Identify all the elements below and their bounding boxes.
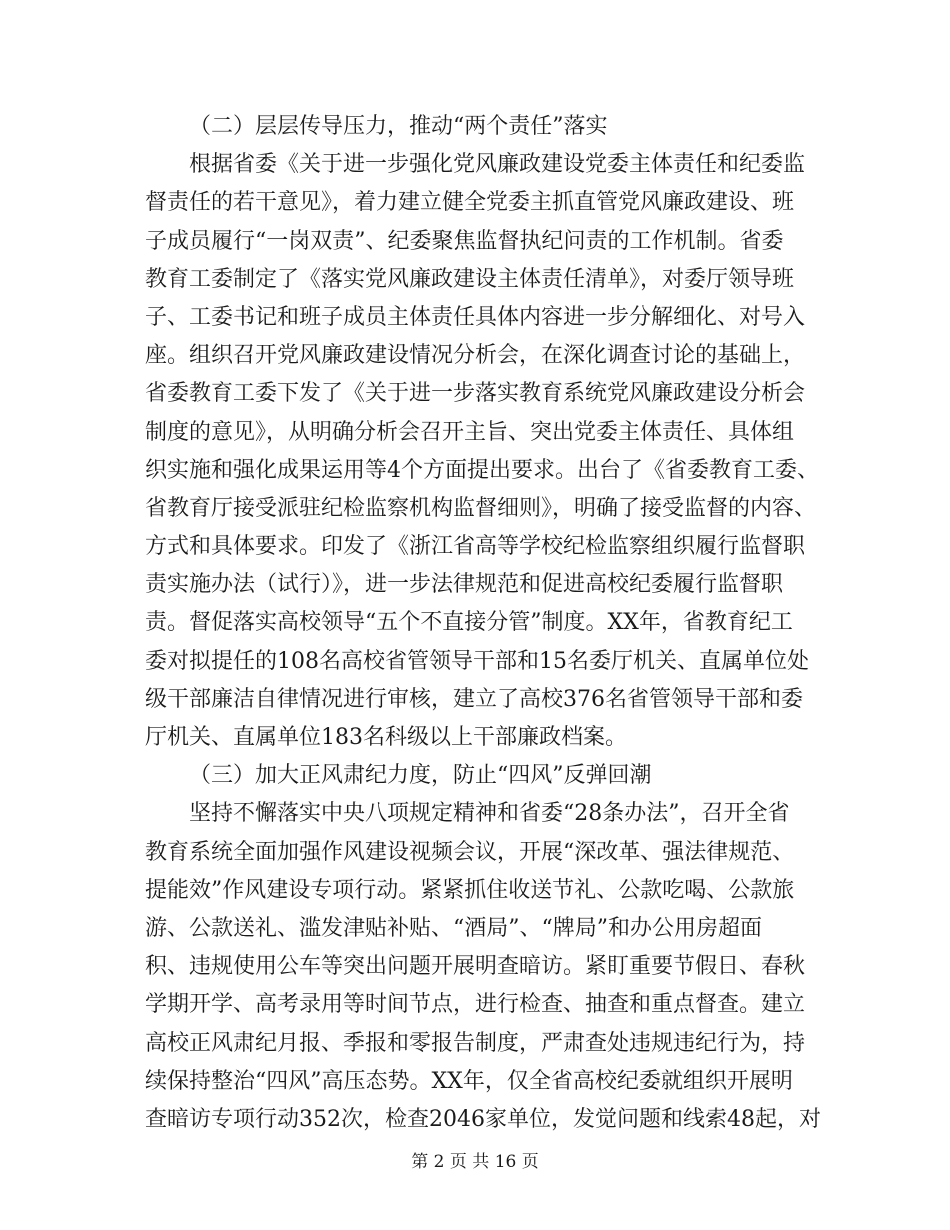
- paragraph-line: 座。组织召开党风廉政建设情况分析会，在深化调查讨论的基础上，: [145, 343, 806, 369]
- paragraph-line: 积、违规使用公车等突出问题开展明查暗访。紧盯重要节假日、春秋: [145, 954, 806, 980]
- page-body: [145, 108, 821, 1139]
- paragraph-line: 提能效”作风建设专项行动。紧紧抓住收送节礼、公款吃喝、公款旅: [145, 877, 795, 903]
- paragraph-line: 督责任的若干意见》，着力建立健全党委主抓直管党风廉政建设、班: [145, 190, 795, 216]
- paragraph-line: 续保持整治“四风”高压态势。XX年，仅全省高校纪委就组织开展明: [145, 1068, 793, 1094]
- paragraph-line: 教育系统全面加强作风建设视频会议，开展“深改革、强法律规范、: [145, 839, 795, 865]
- paragraph-line: 根据省委《关于进一步强化党风廉政建设党委主体责任和纪委监: [189, 152, 806, 178]
- paragraph-line: 级干部廉洁自律情况进行审核，建立了高校376名省管领导干部和委: [145, 686, 803, 712]
- paragraph-line: 省教育厅接受派驻纪检监察机构监督细则》，明确了接受监督的内容、: [145, 495, 817, 521]
- paragraph-line: 高校正风肃纪月报、季报和零报告制度，严肃查处违规违纪行为，持: [145, 1030, 806, 1056]
- paragraph-line: 查暗访专项行动352次，检查2046家单位，发觉问题和线索48起，对: [145, 1106, 821, 1132]
- paragraph-line: 责实施办法（试行）》，进一步法律规范和促进高校纪委履行监督职: [145, 572, 784, 598]
- paragraph-line: 制度的意见》，从明确分析会召开主旨、突出党委主体责任、具体组: [145, 419, 795, 445]
- paragraph-line: 子、工委书记和班子成员主体责任具体内容进一步分解细化、对号入: [145, 304, 806, 330]
- paragraph-line: 省委教育工委下发了《关于进一步落实教育系统党风廉政建设分析会: [145, 381, 806, 407]
- paragraph-line: 教育工委制定了《落实党风廉政建设主体责任清单》，对委厅领导班: [145, 266, 795, 292]
- paragraph-line: 委对拟提任的108名高校省管领导干部和15名委厅机关、直属单位处: [145, 648, 809, 674]
- paragraph-line: 坚持不懈落实中央八项规定精神和省委“28条办法”，召开全省: [189, 801, 790, 827]
- paragraph-line: 责。督促落实高校领导“五个不直接分管”制度。XX年，省教育纪工: [145, 610, 793, 636]
- section-2-heading: （二）层层传导压力，推动“两个责任”落实: [189, 114, 608, 139]
- paragraph-line: 方式和具体要求。印发了《浙江省高等学校纪检监察组织履行监督职: [145, 534, 806, 560]
- paragraph-line: 厅机关、直属单位183名科级以上干部廉政档案。: [145, 725, 627, 750]
- paragraph-line: 织实施和强化成果运用等4个方面提出要求。出台了《省委教育工委、: [145, 457, 819, 483]
- paragraph-line: 学期开学、高考录用等时间节点，进行检查、抽查和重点督查。建立: [145, 992, 806, 1018]
- paragraph-line: 子成员履行“一岗双责”、纪委聚焦监督执纪问责的工作机制。省委: [145, 228, 784, 254]
- section-3-heading: （三）加大正风肃纪力度，防止“四风”反弹回潮: [189, 763, 652, 789]
- page-number-footer: 第 2 页 共 16 页: [411, 1152, 539, 1172]
- paragraph-line: 游、公款送礼、滥发津贴补贴、“酒局”、“牌局”和办公用房超面: [145, 915, 762, 941]
